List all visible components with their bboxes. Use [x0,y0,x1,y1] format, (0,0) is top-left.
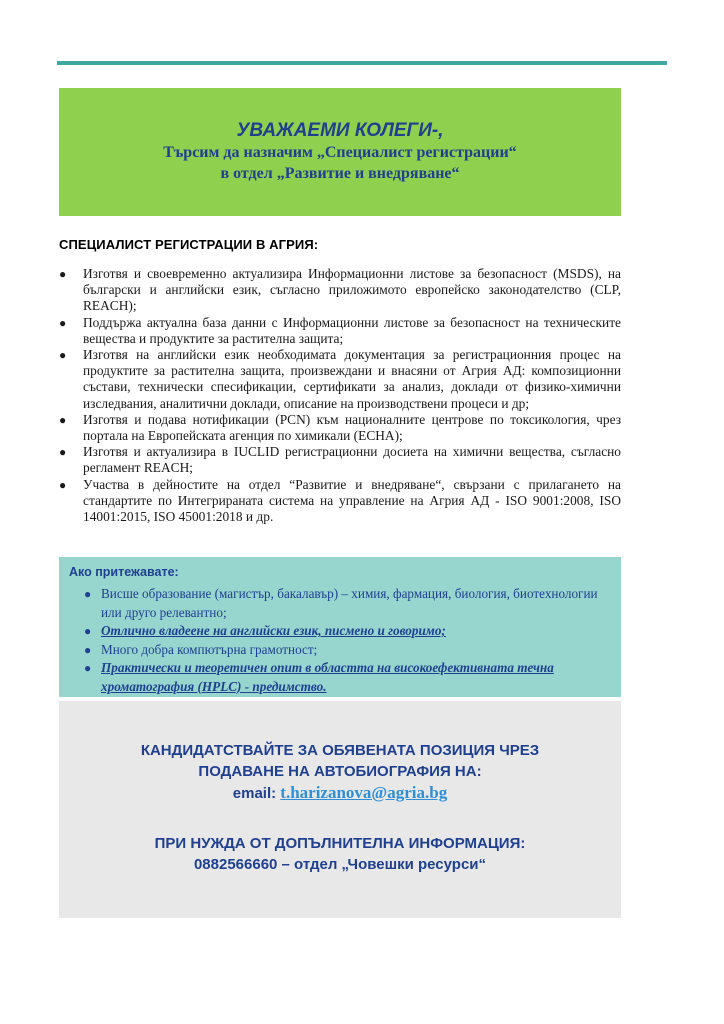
header-line-position: Търсим да назначим „Специалист регистрации“ [163,144,517,161]
list-item [59,315,621,347]
bullet-icon: ● [84,587,92,601]
list-item [59,266,621,315]
bullet-icon: ● [59,445,67,460]
bullet-icon: ● [59,412,67,427]
list-item [69,659,621,696]
bullet-icon: ● [59,267,67,281]
duties-list [59,266,621,525]
list-item [69,641,621,660]
bullet-icon: ● [59,348,67,363]
list-item [59,477,621,526]
contact-box [59,701,621,918]
bullet-icon: ● [59,315,67,330]
top-accent-rule [57,61,667,65]
email-line [59,782,621,804]
list-item [69,622,621,641]
bullet-icon: ● [84,642,92,657]
requirements-heading: Ако притежавате: [69,565,179,579]
duty-text: Участва в дейностите на отдел “Развитие и внедряване“, свързани с прилагането на стандартите по Интегрираната система на управление на Агрия АД - ISO 9001:2008, ISO 14001:2015, ISO 45001:2018 и др. [83,476,621,525]
duty-text: Изготвя и актуализира в IUCLID регистрационни досиета на химични вещества, съгласно регламент REACH; [83,444,621,476]
duty-text: Изготвя и подава нотификации (PCN) към националните центрове по токсикология, чрез портала на Европейската агенция по химикали (ECHA); [83,411,621,444]
list-item [69,585,621,622]
requirement-text: Висше образование (магистър, бакалавър) – химия, фармация, биология, биотехнологии или друго релевантно; [101,586,598,620]
list-item [59,444,621,476]
list-item [59,347,621,412]
phone-line: 0882566660 – отдел „Човешки ресурси“ [193,856,487,873]
bullet-icon: ● [59,477,67,492]
requirement-text: Много добра компютърна грамотност; [101,641,318,657]
requirement-text: Практически и теоретичен опит в областта на високоефективната течна хроматография (HPLC) - предимство. [101,660,554,694]
header-line-department: в отдел „Развитие и внедряване“ [220,165,460,182]
section-heading: СПЕЦИАЛИСТ РЕГИСТРАЦИИ В АГРИЯ: [59,237,319,252]
info-line: ПРИ НУЖДА ОТ ДОПЪЛНИТЕЛНА ИНФОРМАЦИЯ: [154,835,526,852]
email-label: email: [232,785,277,802]
header-banner [59,88,621,216]
duty-text: Изготвя и своевременно актуализира Информационни листове за безопасност (MSDS), на български и английски език, съгласно приложимото европейско законодателство (CLP, REACH); [83,266,621,314]
requirement-text: Отлично владеене на английски език, писмено и говоримо; [101,623,446,638]
bullet-icon: ● [84,624,92,638]
requirements-box [59,557,621,697]
list-item [59,412,621,444]
requirements-list [69,585,621,696]
apply-line-cv: ПОДАВАНЕ НА АВТОБИОГРАФИЯ НА: [198,763,482,780]
email-link[interactable]: t.harizanova@agria.bg [280,783,448,802]
header-title: УВАЖАЕМИ КОЛЕГИ-, [236,120,444,141]
duty-text: Изготвя на английски език необходимата документация за регистрационния процес на продуктите за растителна защита, произвеждани и внасяни от Агрия АД: композиционни състави, технически спесификации, сертификати за анализ, доклади от физико-химични изследвания, аналитични доклади, описание на производствени процеси и др; [83,347,621,411]
bullet-icon: ● [84,661,92,675]
apply-line: КАНДИДАТСТВАЙТЕ ЗА ОБЯВЕНАТА ПОЗИЦИЯ ЧРЕЗ [140,742,540,759]
duty-text: Поддържа актуална база данни с Информационни листове за безопасност на техническите вещества и продуктите за растителна защита; [83,314,621,346]
